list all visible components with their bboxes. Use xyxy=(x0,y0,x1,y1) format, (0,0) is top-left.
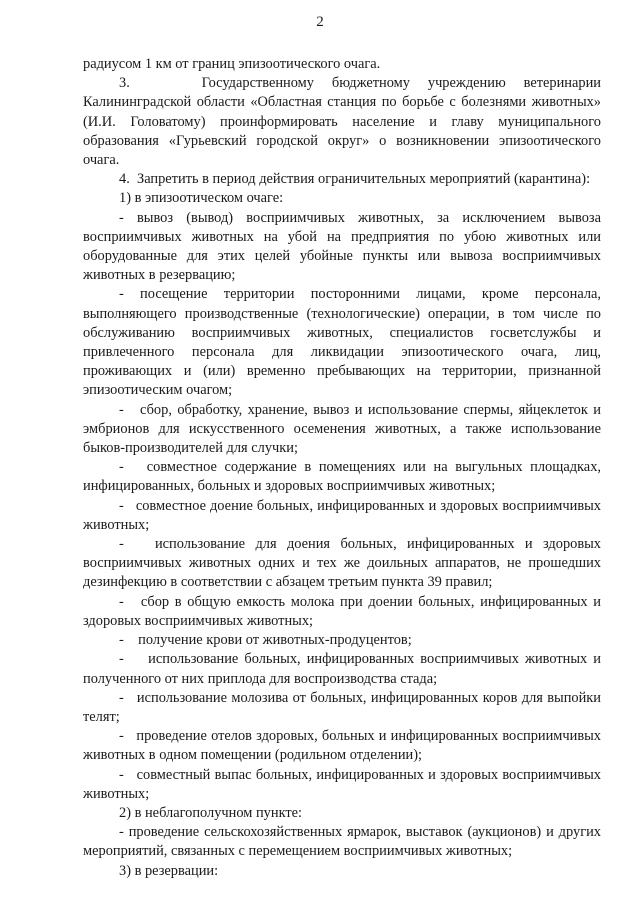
list-item: - использование больных, инфицированных восприимчивых животных и полученного от них приплода для воспроизводства стада; xyxy=(83,651,601,687)
list-item: - проведение сельскохозяйственных ярмарок, выставок (аукционов) и других мероприятий, связанных с перемещением восприимчивых животных; xyxy=(83,824,601,860)
list-item: - совместный выпас больных, инфицированных и здоровых восприимчивых животных; xyxy=(83,766,601,802)
paragraph: радиусом 1 км от границ эпизоотического очага. xyxy=(83,56,381,72)
page-number: 2 xyxy=(316,14,324,30)
list-item: - посещение территории посторонними лицами, кроме персонала, выполняющего производственные (технологические) операции, в том числе по обслуживанию восприимчивых животных, специалистов госветслужбы и привлеченного персонала для ликвидации эпизоотического очага, лиц, проживающих и (или) временно пребывающих на территории, признанной эпизоотическим очагом; xyxy=(83,286,601,399)
paragraph: 2) в неблагополучном пункте: xyxy=(119,804,303,821)
paragraph: 1) в эпизоотическом очаге: xyxy=(119,190,284,207)
document-body xyxy=(83,55,601,881)
paragraph: 4. Запретить в период действия ограничительных мероприятий (карантина): xyxy=(119,171,591,188)
list-item: - использование для доения больных, инфицированных и здоровых восприимчивых животных одних и тех же доильных аппаратов, не прошедших дезинфекцию в соответствии с абзацем третьим пункта 39 правил; xyxy=(83,536,601,591)
list-item: - вывоз (вывод) восприимчивых животных, за исключением вывоза восприимчивых животных на убой на предприятия по убою животных или оборудованные для этих целей убойные пункты или вывоза восприимчивых животных в резервацию; xyxy=(83,209,601,284)
list-item: - сбор, обработку, хранение, вывоз и использование спермы, яйцеклеток и эмбрионов для искусственного осеменения животных, а также использование быков-производителей для случки; xyxy=(83,401,601,457)
list-item: - сбор в общую емкость молока при доении больных, инфицированных и здоровых восприимчивых животных; xyxy=(83,593,601,629)
list-item: - проведение отелов здоровых, больных и инфицированных восприимчивых животных в одном помещении (родильном отделении); xyxy=(83,728,601,764)
paragraph: 3) в резервации: xyxy=(119,862,219,879)
paragraph: 3. Государственному бюджетному учреждению ветеринарии Калининградской области «Областная станция по борьбе с болезнями животных» (И.И. Головатому) проинформировать население и главу муниципального образования «Гурьевский городской округ» о возникновении эпизоотического очага. xyxy=(83,75,601,169)
list-item: - совместное содержание в помещениях или на выгульных площадках, инфицированных, больных и здоровых восприимчивых животных; xyxy=(83,459,601,495)
list-item: - получение крови от животных-продуцентов; xyxy=(119,632,412,649)
list-item: - использование молозива от больных, инфицированных коров для выпойки телят; xyxy=(83,689,601,725)
list-item: - совместное доение больных, инфицированных и здоровых восприимчивых животных; xyxy=(83,497,601,533)
